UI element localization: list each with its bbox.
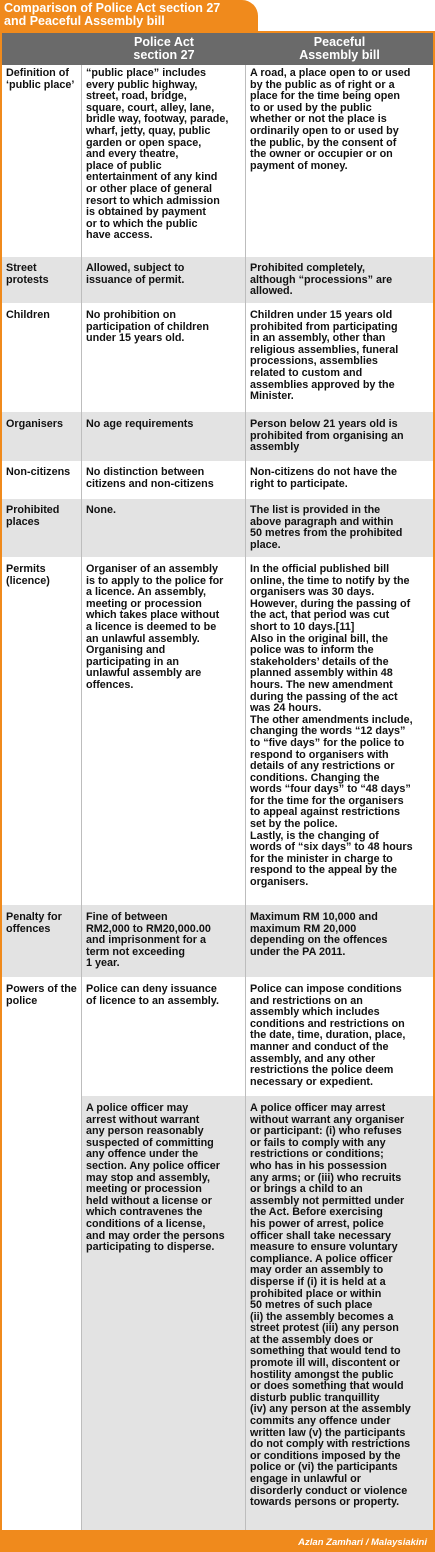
row-public-place-police-act: “public place” includes every public highway, street, road, bridge, square, court, alley, lane, bridle way, footway, parade, wharf, jetty, quay, public garden or open space, and every theatre, place of public entertainment of any kind or other place of general resort to which admission is obtained by payment or to which the public have access.: [82, 65, 246, 257]
column-divider: [245, 65, 246, 1530]
row-street-protests-police-act: Allowed, subject to issuance of permit.: [82, 257, 246, 303]
row-penalty-police-act: Fine of between RM2,000 to RM20,000.00 and imprisonment for a term not exceeding 1 year.: [82, 905, 246, 977]
row-label-permits: Permits (licence): [2, 557, 82, 905]
header-assembly-bill-line2: Assembly bill: [299, 48, 380, 62]
row-organisers-police-act: No age requirements: [82, 412, 246, 461]
header-police-act-line1: Police Act: [134, 35, 194, 49]
row-arrest-assembly-bill: A police officer may arrest without warrant any organiser or participant: (i) who refuses or fails to comply with any restrictions or conditions; who has in his possession any arms; or (iii) who recruits or brings a child to an assembly not permitted under the Act. Before exercising his power of arrest, police officer shall take necessary measure to ensure voluntary compliance. A police officer may order an assembly to disperse if (i) it is held at a prohibited place or within 50 metres of such place (ii) the assembly becomes a street protest (iii) any person at the assembly does or something that would tend to promote ill will, discontent or hostility amongst the public or does something that would disturb public tranquillity (iv) any person at the assembly commits any offence under written law (v) the participants do not comply with restrictions or conditions imposed by the police or (vi) the participants engage in unlawful or disorderly conduct or violence towards persons or property.: [246, 1096, 433, 1530]
row-non-citizens-police-act: No distinction between citizens and non-citizens: [82, 461, 246, 499]
header-blank-cell: [2, 33, 82, 65]
row-prohibited-places-police-act: None.: [82, 499, 246, 557]
header-police-act: [82, 33, 246, 65]
row-label-children: Children: [2, 303, 82, 412]
header-assembly-bill-line1: Peaceful: [313, 35, 366, 49]
row-street-protests-assembly-bill: Prohibited completely, although “processions” are allowed.: [246, 257, 433, 303]
title-line-2: and Peaceful Assembly bill: [4, 14, 165, 28]
row-label-non-citizens: Non-citizens: [2, 461, 82, 499]
header-police-act-line2: section 27: [133, 48, 195, 62]
row-label-prohibited-places: Prohibited places: [2, 499, 82, 557]
row-children-assembly-bill: Children under 15 years old prohibited from participating in an assembly, other than religious assemblies, funeral processions, assemblies related to custom and assemblies approved by the Minister.: [246, 303, 433, 412]
header-assembly-bill: [246, 33, 433, 65]
row-children-police-act: No prohibition on participation of children under 15 years old.: [82, 303, 246, 412]
row-label-organisers: Organisers: [2, 412, 82, 461]
row-non-citizens-assembly-bill: Non-citizens do not have the right to participate.: [246, 461, 433, 499]
column-divider: [81, 65, 82, 1530]
row-prohibited-places-assembly-bill: The list is provided in the above paragraph and within 50 metres from the prohibited place.: [246, 499, 433, 557]
title-banner: [0, 0, 258, 31]
credit-line: Azlan Zamhari / Malaysiakini: [298, 1537, 427, 1548]
row-organisers-assembly-bill: Person below 21 years old is prohibited from organising an assembly: [246, 412, 433, 461]
row-penalty-assembly-bill: Maximum RM 10,000 and maximum RM 20,000 depending on the offences under the PA 2011.: [246, 905, 433, 977]
title-line-1: Comparison of Police Act section 27: [4, 1, 221, 15]
row-permits-assembly-bill: In the official published bill online, the time to notify by the organisers was 30 days. However, during the passing of the act, that period was cut short to 10 days.[11] Also in the original bill, the police was to inform the stakeholders’ details of the planned assembly within 48 hours. The new amendment during the passing of the act was 24 hours. The other amendments include, changing the words “12 days” to “five days” for the police to respond to organisers with details of any restrictions or conditions. Changing the words “four days” to “48 days” for the time for the organisers to appeal against restrictions set by the police. Lastly, is the changing of words of “six days” to 48 hours for the minister in charge to respond to the appeal by the organisers.: [246, 557, 433, 905]
row-label-powers: Powers of the police: [2, 977, 82, 1530]
row-label-public-place: Definition of ‘public place’: [2, 65, 82, 257]
row-permits-police-act: Organiser of an assembly is to apply to the police for a licence. An assembly, meeting or procession which takes place without a licence is deemed to be an unlawful assembly. Organising and participating in an unlawful assembly are offences.: [82, 557, 246, 905]
row-public-place-assembly-bill: A road, a place open to or used by the public as of right or a place for the time being open to or used by the public whether or not the place is ordinarily open to or used by the public, by the consent of the owner or occupier or on payment of money.: [246, 65, 433, 257]
row-label-penalty: Penalty for offences: [2, 905, 82, 977]
row-label-street-protests: Street protests: [2, 257, 82, 303]
row-arrest-police-act: A police officer may arrest without warrant any person reasonably suspected of committing any offence under the section. Any police officer may stop and assembly, meeting or procession held without a license or which contravenes the conditions of a license, and may order the persons participating to disperse.: [82, 1096, 246, 1530]
row-powers-police-act: Police can deny issuance of licence to an assembly.: [82, 977, 246, 1096]
row-powers-assembly-bill: Police can impose conditions and restrictions on an assembly which includes conditions and restrictions on the date, time, duration, place, manner and conduct of the assembly, and any other restrictions the police deem necessary or expedient.: [246, 977, 433, 1096]
